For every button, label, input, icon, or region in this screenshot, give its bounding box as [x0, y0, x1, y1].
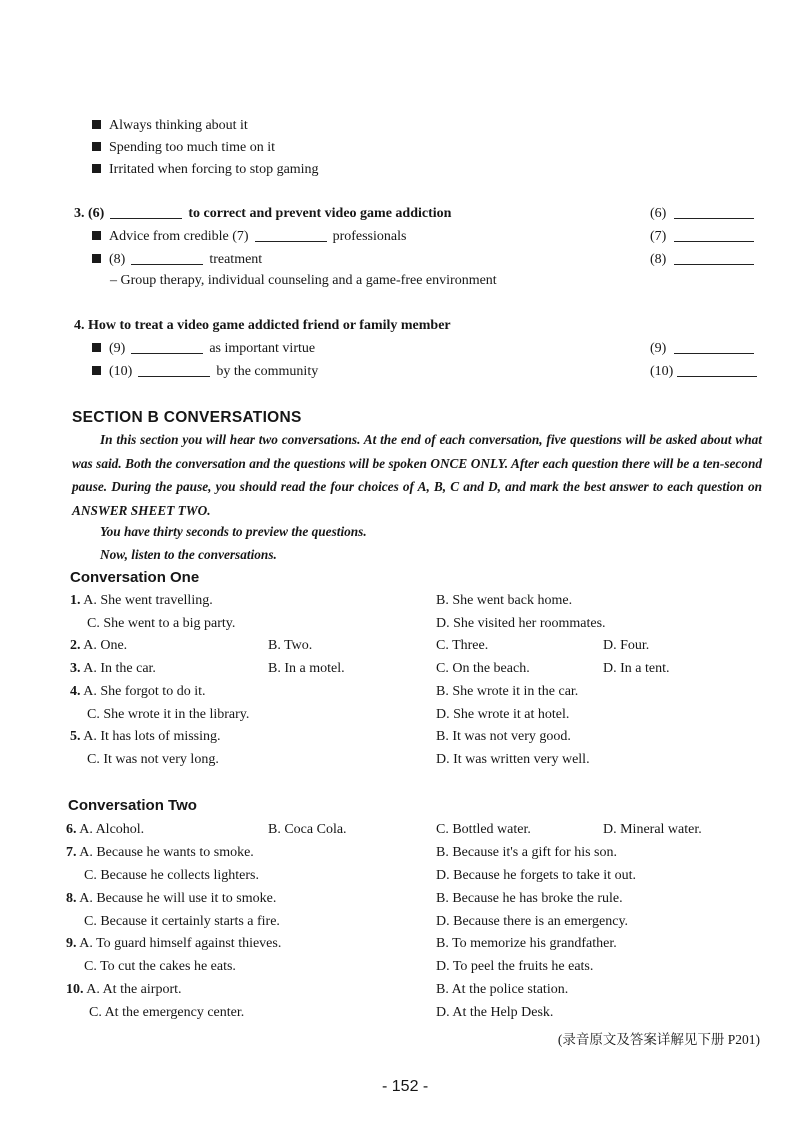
- answer-blank[interactable]: [674, 229, 754, 242]
- answer-line-10: (10): [650, 364, 757, 380]
- answer-line-9: (9): [650, 341, 754, 357]
- answer-line-8: (8): [650, 252, 754, 268]
- option-b[interactable]: B. At the police station.: [436, 982, 569, 997]
- answer-blank[interactable]: [674, 341, 754, 354]
- option-a[interactable]: A. It has lots of missing.: [83, 729, 221, 744]
- option-a[interactable]: A. Alcohol.: [79, 822, 145, 837]
- question-7: 7. A. Because he wants to smoke.: [66, 845, 254, 860]
- answer-line-6: (6): [650, 206, 754, 222]
- square-bullet-icon: [92, 366, 101, 375]
- option-d[interactable]: D. Because he forgets to take it out.: [436, 868, 636, 883]
- note-bullet-1: Always thinking about it: [92, 118, 248, 134]
- option-c[interactable]: C. She wrote it in the library.: [87, 707, 250, 722]
- option-c[interactable]: C. It was not very long.: [87, 752, 219, 767]
- question-10: 10. A. At the airport.: [66, 982, 182, 997]
- conversation-two-title: Conversation Two: [68, 797, 197, 814]
- option-b[interactable]: B. Because he has broke the rule.: [436, 891, 623, 906]
- option-d[interactable]: D. In a tent.: [603, 661, 670, 676]
- option-c[interactable]: C. To cut the cakes he eats.: [84, 959, 236, 974]
- square-bullet-icon: [92, 142, 101, 151]
- option-d[interactable]: D. Four.: [603, 638, 650, 653]
- question-6: 6. A. Alcohol.: [66, 822, 145, 837]
- item4-heading: 4. How to treat a video game addicted friend or family member: [74, 318, 451, 333]
- blank-10[interactable]: [138, 364, 210, 377]
- blank-6[interactable]: [110, 206, 182, 219]
- option-c[interactable]: C. Because it certainly starts a fire.: [84, 914, 280, 929]
- blank-7[interactable]: [255, 229, 327, 242]
- option-d[interactable]: D. She visited her roommates.: [436, 616, 606, 631]
- item3-sub1: Advice from credible (7) professionals: [92, 229, 406, 245]
- option-c[interactable]: C. Because he collects lighters.: [84, 868, 259, 883]
- item4-sub2: (10) by the community: [92, 364, 318, 380]
- question-3: 3. A. In the car.: [70, 661, 156, 676]
- option-b[interactable]: B. Two.: [268, 638, 313, 653]
- option-d[interactable]: D. To peel the fruits he eats.: [436, 959, 594, 974]
- answer-blank[interactable]: [677, 364, 757, 377]
- option-b[interactable]: B. It was not very good.: [436, 729, 571, 744]
- option-d[interactable]: D. Because there is an emergency.: [436, 914, 629, 929]
- item4-sub1: (9) as important virtue: [92, 341, 315, 357]
- option-d[interactable]: D. It was written very well.: [436, 752, 590, 767]
- option-c[interactable]: C. Three.: [436, 638, 489, 653]
- section-b-title: SECTION B CONVERSATIONS: [72, 409, 302, 426]
- option-c[interactable]: C. She went to a big party.: [87, 616, 236, 631]
- square-bullet-icon: [92, 164, 101, 173]
- option-a[interactable]: A. One.: [83, 638, 128, 653]
- option-a[interactable]: A. Because he wants to smoke.: [79, 845, 254, 860]
- option-b[interactable]: B. She wrote it in the car.: [436, 684, 579, 699]
- question-1: 1. A. She went travelling.: [70, 593, 213, 608]
- option-a[interactable]: A. To guard himself against thieves.: [79, 936, 282, 951]
- option-d[interactable]: D. Mineral water.: [603, 822, 702, 837]
- option-b[interactable]: B. She went back home.: [436, 593, 573, 608]
- option-d[interactable]: D. She wrote it at hotel.: [436, 707, 570, 722]
- option-a[interactable]: A. She went travelling.: [83, 593, 213, 608]
- section-b-preview: You have thirty seconds to preview the questions.: [100, 524, 367, 539]
- note-bullet-3: Irritated when forcing to stop gaming: [92, 162, 319, 178]
- option-b[interactable]: B. Because it's a gift for his son.: [436, 845, 617, 860]
- answer-blank[interactable]: [674, 206, 754, 219]
- answer-line-7: (7): [650, 229, 754, 245]
- square-bullet-icon: [92, 120, 101, 129]
- blank-9[interactable]: [131, 341, 203, 354]
- option-b[interactable]: B. To memorize his grandfather.: [436, 936, 617, 951]
- question-5: 5. A. It has lots of missing.: [70, 729, 221, 744]
- square-bullet-icon: [92, 254, 101, 263]
- answer-reference-note: (录音原文及答案详解见下册 P201): [557, 1032, 760, 1047]
- section-b-listen: Now, listen to the conversations.: [100, 547, 277, 562]
- question-2: 2. A. One.: [70, 638, 128, 653]
- option-d[interactable]: D. At the Help Desk.: [436, 1005, 554, 1020]
- square-bullet-icon: [92, 231, 101, 240]
- conversation-one-title: Conversation One: [70, 569, 200, 586]
- page-number: - 152 -: [382, 1078, 429, 1095]
- option-b[interactable]: B. In a motel.: [268, 661, 345, 676]
- note-bullet-2: Spending too much time on it: [92, 140, 275, 156]
- option-a[interactable]: A. Because he will use it to smoke.: [79, 891, 277, 906]
- item3-detail: – Group therapy, individual counseling and a game-free environment: [110, 273, 497, 288]
- item3-heading: 3. (6) to correct and prevent video game addiction: [74, 206, 452, 221]
- section-b-instructions: In this section you will hear two conversations. At the end of each conversation, five questions will be asked about what was said. Both the conversation and the questions will be spoken ONCE ONLY. After each question there will be a ten-second pause. During the pause, you should read the four choices of A, B, C and D, and mark the best answer to each question on ANSWER SHEET TWO.: [72, 432, 762, 518]
- option-a[interactable]: A. In the car.: [83, 661, 156, 676]
- option-c[interactable]: C. Bottled water.: [436, 822, 531, 837]
- option-b[interactable]: B. Coca Cola.: [268, 822, 347, 837]
- item3-sub2: (8) treatment: [92, 252, 262, 268]
- option-c[interactable]: C. On the beach.: [436, 661, 530, 676]
- option-c[interactable]: C. At the emergency center.: [89, 1005, 245, 1020]
- question-8: 8. A. Because he will use it to smoke.: [66, 891, 277, 906]
- blank-8[interactable]: [131, 252, 203, 265]
- question-4: 4. A. She forgot to do it.: [70, 684, 206, 699]
- question-9: 9. A. To guard himself against thieves.: [66, 936, 282, 951]
- square-bullet-icon: [92, 343, 101, 352]
- answer-blank[interactable]: [674, 252, 754, 265]
- option-a[interactable]: A. At the airport.: [86, 982, 182, 997]
- option-a[interactable]: A. She forgot to do it.: [83, 684, 206, 699]
